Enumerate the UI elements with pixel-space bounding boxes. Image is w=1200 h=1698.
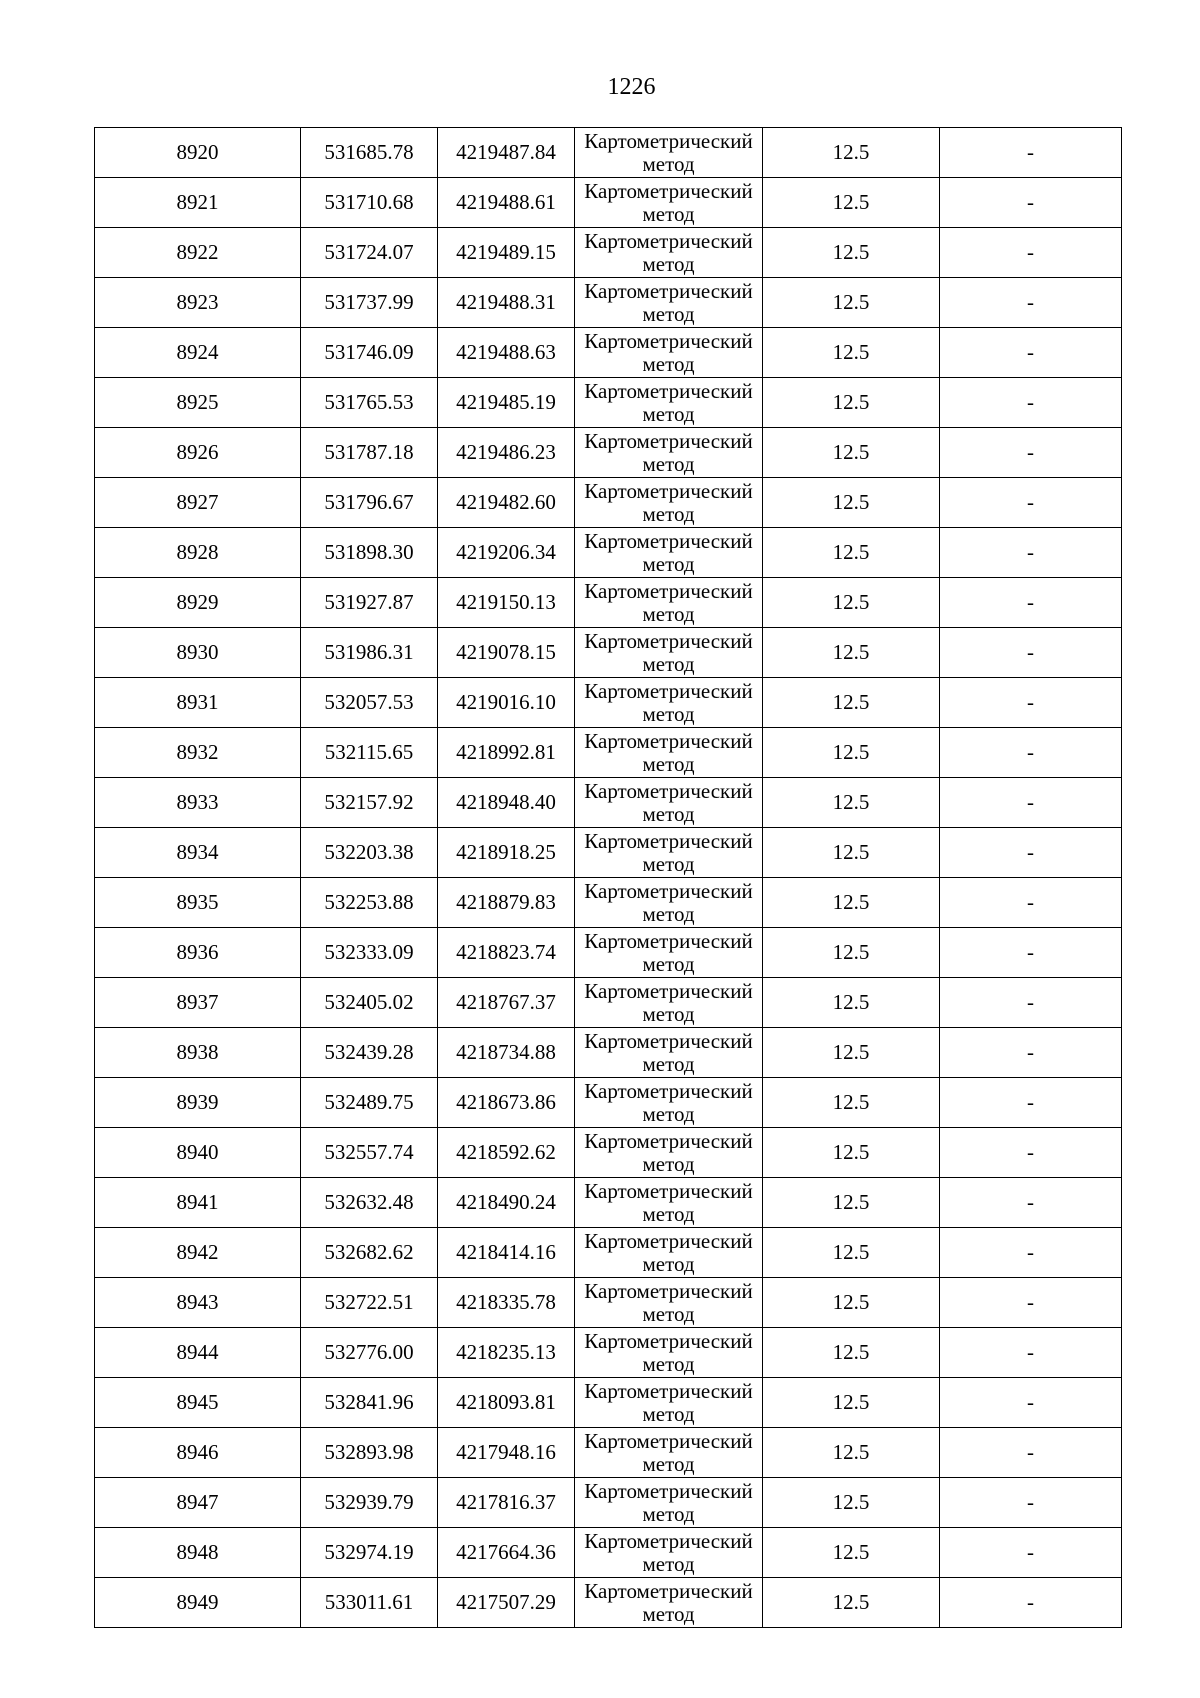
accuracy-cell: 12.5 bbox=[763, 678, 940, 728]
accuracy-cell: 12.5 bbox=[763, 278, 940, 328]
table-row bbox=[95, 978, 1122, 1028]
accuracy-cell: 12.5 bbox=[763, 1328, 940, 1378]
note-cell: - bbox=[940, 1378, 1122, 1428]
y-coordinate-cell: 4218490.24 bbox=[438, 1178, 575, 1228]
x-coordinate-cell: 532939.79 bbox=[301, 1478, 438, 1528]
note-cell: - bbox=[940, 778, 1122, 828]
x-coordinate-cell: 532893.98 bbox=[301, 1428, 438, 1478]
table-row bbox=[95, 1078, 1122, 1128]
accuracy-cell: 12.5 bbox=[763, 1128, 940, 1178]
y-coordinate-cell: 4218335.78 bbox=[438, 1278, 575, 1328]
method-cell: Картометрический метод bbox=[575, 1478, 763, 1528]
y-coordinate-cell: 4218823.74 bbox=[438, 928, 575, 978]
point-number-cell: 8946 bbox=[95, 1428, 301, 1478]
table-row bbox=[95, 1028, 1122, 1078]
x-coordinate-cell: 531710.68 bbox=[301, 178, 438, 228]
note-cell: - bbox=[940, 1178, 1122, 1228]
x-coordinate-cell: 532489.75 bbox=[301, 1078, 438, 1128]
table-row bbox=[95, 578, 1122, 628]
method-cell: Картометрический метод bbox=[575, 1178, 763, 1228]
accuracy-cell: 12.5 bbox=[763, 1028, 940, 1078]
method-cell: Картометрический метод bbox=[575, 728, 763, 778]
table-row bbox=[95, 1378, 1122, 1428]
x-coordinate-cell: 532776.00 bbox=[301, 1328, 438, 1378]
y-coordinate-cell: 4217664.36 bbox=[438, 1528, 575, 1578]
note-cell: - bbox=[940, 1078, 1122, 1128]
method-cell: Картометрический метод bbox=[575, 928, 763, 978]
accuracy-cell: 12.5 bbox=[763, 528, 940, 578]
note-cell: - bbox=[940, 1328, 1122, 1378]
point-number-cell: 8924 bbox=[95, 328, 301, 378]
note-cell: - bbox=[940, 678, 1122, 728]
coordinates-table bbox=[94, 127, 1122, 1628]
method-cell: Картометрический метод bbox=[575, 178, 763, 228]
accuracy-cell: 12.5 bbox=[763, 1078, 940, 1128]
x-coordinate-cell: 531787.18 bbox=[301, 428, 438, 478]
table-row bbox=[95, 1228, 1122, 1278]
accuracy-cell: 12.5 bbox=[763, 978, 940, 1028]
method-cell: Картометрический метод bbox=[575, 1228, 763, 1278]
accuracy-cell: 12.5 bbox=[763, 728, 940, 778]
point-number-cell: 8938 bbox=[95, 1028, 301, 1078]
table-row bbox=[95, 428, 1122, 478]
point-number-cell: 8931 bbox=[95, 678, 301, 728]
method-cell: Картометрический метод bbox=[575, 478, 763, 528]
method-cell: Картометрический метод bbox=[575, 378, 763, 428]
y-coordinate-cell: 4219482.60 bbox=[438, 478, 575, 528]
accuracy-cell: 12.5 bbox=[763, 1478, 940, 1528]
note-cell: - bbox=[940, 228, 1122, 278]
point-number-cell: 8947 bbox=[95, 1478, 301, 1528]
note-cell: - bbox=[940, 878, 1122, 928]
note-cell: - bbox=[940, 428, 1122, 478]
table-row bbox=[95, 828, 1122, 878]
method-cell: Картометрический метод bbox=[575, 578, 763, 628]
table-row bbox=[95, 1428, 1122, 1478]
method-cell: Картометрический метод bbox=[575, 978, 763, 1028]
note-cell: - bbox=[940, 978, 1122, 1028]
method-cell: Картометрический метод bbox=[575, 678, 763, 728]
accuracy-cell: 12.5 bbox=[763, 928, 940, 978]
note-cell: - bbox=[940, 278, 1122, 328]
method-cell: Картометрический метод bbox=[575, 1128, 763, 1178]
accuracy-cell: 12.5 bbox=[763, 578, 940, 628]
y-coordinate-cell: 4218879.83 bbox=[438, 878, 575, 928]
x-coordinate-cell: 532722.51 bbox=[301, 1278, 438, 1328]
y-coordinate-cell: 4218235.13 bbox=[438, 1328, 575, 1378]
point-number-cell: 8936 bbox=[95, 928, 301, 978]
x-coordinate-cell: 531765.53 bbox=[301, 378, 438, 428]
accuracy-cell: 12.5 bbox=[763, 1178, 940, 1228]
table-row bbox=[95, 1328, 1122, 1378]
x-coordinate-cell: 532115.65 bbox=[301, 728, 438, 778]
method-cell: Картометрический метод bbox=[575, 1528, 763, 1578]
y-coordinate-cell: 4218918.25 bbox=[438, 828, 575, 878]
note-cell: - bbox=[940, 628, 1122, 678]
point-number-cell: 8948 bbox=[95, 1528, 301, 1578]
note-cell: - bbox=[940, 528, 1122, 578]
accuracy-cell: 12.5 bbox=[763, 878, 940, 928]
y-coordinate-cell: 4218673.86 bbox=[438, 1078, 575, 1128]
note-cell: - bbox=[940, 178, 1122, 228]
point-number-cell: 8937 bbox=[95, 978, 301, 1028]
note-cell: - bbox=[940, 728, 1122, 778]
table-row bbox=[95, 628, 1122, 678]
note-cell: - bbox=[940, 1028, 1122, 1078]
accuracy-cell: 12.5 bbox=[763, 128, 940, 178]
method-cell: Картометрический метод bbox=[575, 828, 763, 878]
x-coordinate-cell: 531796.67 bbox=[301, 478, 438, 528]
table-row bbox=[95, 878, 1122, 928]
x-coordinate-cell: 532974.19 bbox=[301, 1528, 438, 1578]
y-coordinate-cell: 4219485.19 bbox=[438, 378, 575, 428]
point-number-cell: 8926 bbox=[95, 428, 301, 478]
x-coordinate-cell: 531724.07 bbox=[301, 228, 438, 278]
point-number-cell: 8949 bbox=[95, 1578, 301, 1628]
accuracy-cell: 12.5 bbox=[763, 228, 940, 278]
point-number-cell: 8932 bbox=[95, 728, 301, 778]
y-coordinate-cell: 4219150.13 bbox=[438, 578, 575, 628]
point-number-cell: 8940 bbox=[95, 1128, 301, 1178]
accuracy-cell: 12.5 bbox=[763, 778, 940, 828]
point-number-cell: 8921 bbox=[95, 178, 301, 228]
method-cell: Картометрический метод bbox=[575, 1028, 763, 1078]
table-row bbox=[95, 378, 1122, 428]
page-number: 1226 bbox=[607, 74, 656, 100]
table-row bbox=[95, 328, 1122, 378]
accuracy-cell: 12.5 bbox=[763, 328, 940, 378]
x-coordinate-cell: 532253.88 bbox=[301, 878, 438, 928]
x-coordinate-cell: 531746.09 bbox=[301, 328, 438, 378]
y-coordinate-cell: 4218093.81 bbox=[438, 1378, 575, 1428]
x-coordinate-cell: 532439.28 bbox=[301, 1028, 438, 1078]
table-row bbox=[95, 1528, 1122, 1578]
note-cell: - bbox=[940, 578, 1122, 628]
table-row bbox=[95, 278, 1122, 328]
y-coordinate-cell: 4219488.31 bbox=[438, 278, 575, 328]
note-cell: - bbox=[940, 928, 1122, 978]
method-cell: Картометрический метод bbox=[575, 228, 763, 278]
table-row bbox=[95, 778, 1122, 828]
table-body bbox=[95, 128, 1122, 1628]
note-cell: - bbox=[940, 1578, 1122, 1628]
accuracy-cell: 12.5 bbox=[763, 1378, 940, 1428]
x-coordinate-cell: 531737.99 bbox=[301, 278, 438, 328]
accuracy-cell: 12.5 bbox=[763, 1428, 940, 1478]
point-number-cell: 8925 bbox=[95, 378, 301, 428]
point-number-cell: 8930 bbox=[95, 628, 301, 678]
x-coordinate-cell: 532632.48 bbox=[301, 1178, 438, 1228]
x-coordinate-cell: 532841.96 bbox=[301, 1378, 438, 1428]
method-cell: Картометрический метод bbox=[575, 278, 763, 328]
accuracy-cell: 12.5 bbox=[763, 178, 940, 228]
x-coordinate-cell: 532682.62 bbox=[301, 1228, 438, 1278]
point-number-cell: 8934 bbox=[95, 828, 301, 878]
method-cell: Картометрический метод bbox=[575, 628, 763, 678]
method-cell: Картометрический метод bbox=[575, 528, 763, 578]
x-coordinate-cell: 532203.38 bbox=[301, 828, 438, 878]
table-row bbox=[95, 928, 1122, 978]
accuracy-cell: 12.5 bbox=[763, 1578, 940, 1628]
y-coordinate-cell: 4218592.62 bbox=[438, 1128, 575, 1178]
method-cell: Картометрический метод bbox=[575, 1428, 763, 1478]
table-row bbox=[95, 128, 1122, 178]
point-number-cell: 8933 bbox=[95, 778, 301, 828]
note-cell: - bbox=[940, 1478, 1122, 1528]
x-coordinate-cell: 533011.61 bbox=[301, 1578, 438, 1628]
point-number-cell: 8945 bbox=[95, 1378, 301, 1428]
y-coordinate-cell: 4218734.88 bbox=[438, 1028, 575, 1078]
y-coordinate-cell: 4219488.63 bbox=[438, 328, 575, 378]
table-row bbox=[95, 1128, 1122, 1178]
y-coordinate-cell: 4217948.16 bbox=[438, 1428, 575, 1478]
method-cell: Картометрический метод bbox=[575, 778, 763, 828]
y-coordinate-cell: 4219487.84 bbox=[438, 128, 575, 178]
x-coordinate-cell: 531898.30 bbox=[301, 528, 438, 578]
x-coordinate-cell: 532157.92 bbox=[301, 778, 438, 828]
table-row bbox=[95, 1578, 1122, 1628]
point-number-cell: 8929 bbox=[95, 578, 301, 628]
point-number-cell: 8928 bbox=[95, 528, 301, 578]
table-row bbox=[95, 228, 1122, 278]
x-coordinate-cell: 532333.09 bbox=[301, 928, 438, 978]
point-number-cell: 8943 bbox=[95, 1278, 301, 1328]
accuracy-cell: 12.5 bbox=[763, 1228, 940, 1278]
y-coordinate-cell: 4218948.40 bbox=[438, 778, 575, 828]
point-number-cell: 8939 bbox=[95, 1078, 301, 1128]
y-coordinate-cell: 4219489.15 bbox=[438, 228, 575, 278]
point-number-cell: 8944 bbox=[95, 1328, 301, 1378]
point-number-cell: 8920 bbox=[95, 128, 301, 178]
y-coordinate-cell: 4219078.15 bbox=[438, 628, 575, 678]
y-coordinate-cell: 4218767.37 bbox=[438, 978, 575, 1028]
method-cell: Картометрический метод bbox=[575, 878, 763, 928]
note-cell: - bbox=[940, 1528, 1122, 1578]
method-cell: Картометрический метод bbox=[575, 128, 763, 178]
table-row bbox=[95, 728, 1122, 778]
accuracy-cell: 12.5 bbox=[763, 1278, 940, 1328]
table-row bbox=[95, 528, 1122, 578]
note-cell: - bbox=[940, 1228, 1122, 1278]
y-coordinate-cell: 4218992.81 bbox=[438, 728, 575, 778]
accuracy-cell: 12.5 bbox=[763, 628, 940, 678]
accuracy-cell: 12.5 bbox=[763, 428, 940, 478]
method-cell: Картометрический метод bbox=[575, 328, 763, 378]
table-row bbox=[95, 478, 1122, 528]
x-coordinate-cell: 531685.78 bbox=[301, 128, 438, 178]
point-number-cell: 8935 bbox=[95, 878, 301, 928]
y-coordinate-cell: 4217507.29 bbox=[438, 1578, 575, 1628]
accuracy-cell: 12.5 bbox=[763, 1528, 940, 1578]
point-number-cell: 8923 bbox=[95, 278, 301, 328]
accuracy-cell: 12.5 bbox=[763, 828, 940, 878]
note-cell: - bbox=[940, 478, 1122, 528]
table-row bbox=[95, 1278, 1122, 1328]
note-cell: - bbox=[940, 1428, 1122, 1478]
y-coordinate-cell: 4219488.61 bbox=[438, 178, 575, 228]
point-number-cell: 8941 bbox=[95, 1178, 301, 1228]
note-cell: - bbox=[940, 1128, 1122, 1178]
accuracy-cell: 12.5 bbox=[763, 378, 940, 428]
note-cell: - bbox=[940, 1278, 1122, 1328]
x-coordinate-cell: 532057.53 bbox=[301, 678, 438, 728]
y-coordinate-cell: 4219206.34 bbox=[438, 528, 575, 578]
table-row bbox=[95, 178, 1122, 228]
y-coordinate-cell: 4219486.23 bbox=[438, 428, 575, 478]
point-number-cell: 8927 bbox=[95, 478, 301, 528]
note-cell: - bbox=[940, 828, 1122, 878]
x-coordinate-cell: 532405.02 bbox=[301, 978, 438, 1028]
method-cell: Картометрический метод bbox=[575, 1328, 763, 1378]
note-cell: - bbox=[940, 128, 1122, 178]
x-coordinate-cell: 531927.87 bbox=[301, 578, 438, 628]
table-row bbox=[95, 678, 1122, 728]
y-coordinate-cell: 4218414.16 bbox=[438, 1228, 575, 1278]
method-cell: Картометрический метод bbox=[575, 1378, 763, 1428]
table-row bbox=[95, 1178, 1122, 1228]
point-number-cell: 8942 bbox=[95, 1228, 301, 1278]
note-cell: - bbox=[940, 378, 1122, 428]
method-cell: Картометрический метод bbox=[575, 1578, 763, 1628]
point-number-cell: 8922 bbox=[95, 228, 301, 278]
y-coordinate-cell: 4217816.37 bbox=[438, 1478, 575, 1528]
table-row bbox=[95, 1478, 1122, 1528]
accuracy-cell: 12.5 bbox=[763, 478, 940, 528]
x-coordinate-cell: 532557.74 bbox=[301, 1128, 438, 1178]
method-cell: Картометрический метод bbox=[575, 428, 763, 478]
note-cell: - bbox=[940, 328, 1122, 378]
method-cell: Картометрический метод bbox=[575, 1078, 763, 1128]
x-coordinate-cell: 531986.31 bbox=[301, 628, 438, 678]
method-cell: Картометрический метод bbox=[575, 1278, 763, 1328]
y-coordinate-cell: 4219016.10 bbox=[438, 678, 575, 728]
